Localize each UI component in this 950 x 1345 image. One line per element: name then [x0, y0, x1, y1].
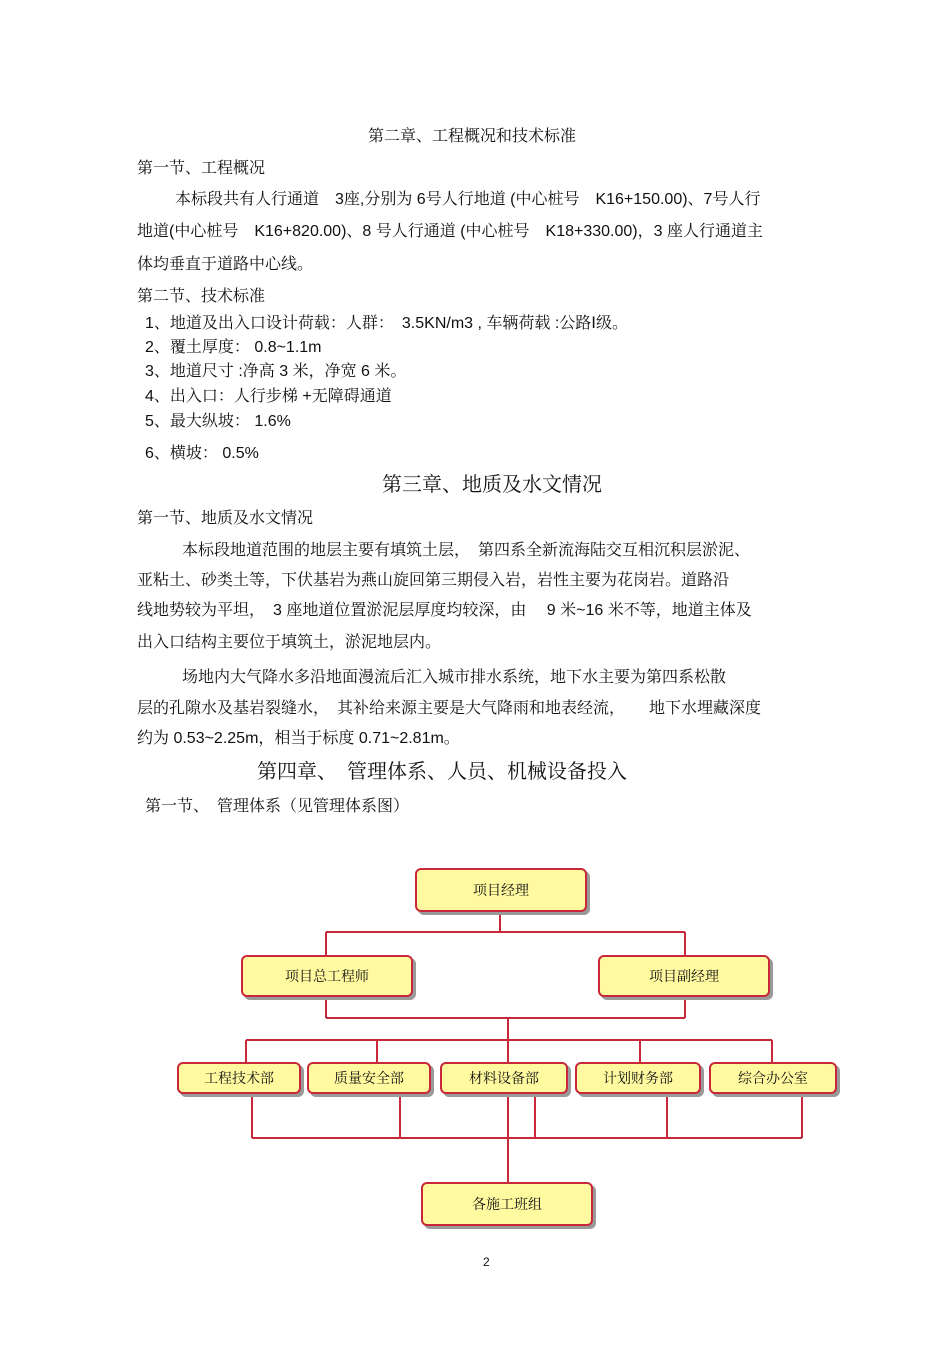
- org-box-project-manager: 项目经理: [415, 868, 587, 912]
- ch2-paragraph-line: 体均垂直于道路中心线。: [137, 254, 314, 273]
- standard-item: 5、最大纵坡： 1.6%: [145, 413, 291, 430]
- org-box-department: 材料设备部: [440, 1062, 568, 1094]
- ch2-section2-heading: 第二节、技术标准: [137, 286, 266, 305]
- ch4-section1-heading: 第一节、 管理体系（见管理体系图）: [145, 796, 410, 815]
- ch3-paragraph-line: 出入口结构主要位于填筑土，淤泥地层内。: [137, 632, 442, 651]
- ch3-section1-heading: 第一节、地质及水文情况: [137, 508, 314, 527]
- chapter3-title: 第三章、地质及水文情况: [382, 472, 602, 496]
- ch3-paragraph-line: 线地势较为平坦， 3 座地道位置淤泥层厚度均较深，由 9 米~16 米不等，地道主体及: [137, 602, 752, 619]
- ch3-paragraph-line: 层的孔隙水及基岩裂缝水， 其补给来源主要是大气降雨和地表经流， 地下水埋藏深度: [137, 698, 762, 717]
- ch3-paragraph-line: 场地内大气降水多沿地面漫流后汇入城市排水系统，地下水主要为第四系松散: [182, 667, 727, 686]
- org-box-department: 质量安全部: [307, 1062, 431, 1094]
- chapter2-title: 第二章、工程概况和技术标准: [368, 126, 577, 145]
- org-box-department: 综合办公室: [709, 1062, 837, 1094]
- ch3-paragraph-line: 约为 0.53~2.25m，相当于标度 0.71~2.81m。: [137, 730, 460, 747]
- ch2-paragraph-line: 地道(中心桩号 K16+820.00)、8 号人行通道 (中心桩号 K18+330.00)，3 座人行通道主: [137, 223, 763, 240]
- ch3-paragraph-line: 本标段地道范围的地层主要有填筑土层， 第四系全新流海陆交互相沉积层淤泥、: [182, 540, 751, 559]
- org-box-deputy-manager: 项目副经理: [598, 955, 770, 997]
- org-box-department: 工程技术部: [177, 1062, 301, 1094]
- ch2-section1-heading: 第一节、工程概况: [137, 158, 266, 177]
- standard-item: 1、地道及出入口设计荷载：人群： 3.5KN/m3 , 车辆荷载 :公路Ⅰ级。: [145, 315, 628, 332]
- page-number: 2: [483, 1255, 490, 1269]
- chapter4-title: 第四章、 管理体系、人员、机械设备投入: [257, 759, 627, 783]
- standard-item: 3、地道尺寸 :净高 3 米，净宽 6 米。: [145, 363, 407, 380]
- standard-item: 6、横坡： 0.5%: [145, 445, 259, 462]
- standard-item: 4、出入口：人行步梯 +无障碍通道: [145, 388, 392, 405]
- org-box-chief-engineer: 项目总工程师: [241, 955, 413, 997]
- ch3-paragraph-line: 亚粘土、砂类土等，下伏基岩为燕山旋回第三期侵入岩，岩性主要为花岗岩。道路沿: [137, 570, 730, 589]
- org-box-department: 计划财务部: [575, 1062, 701, 1094]
- ch2-paragraph-line: 本标段共有人行通道 3座,分别为 6号人行地道 (中心桩号 K16+150.00)、7号人行: [175, 191, 761, 208]
- org-box-work-teams: 各施工班组: [421, 1182, 593, 1226]
- standard-item: 2、覆土厚度： 0.8~1.1m: [145, 339, 322, 356]
